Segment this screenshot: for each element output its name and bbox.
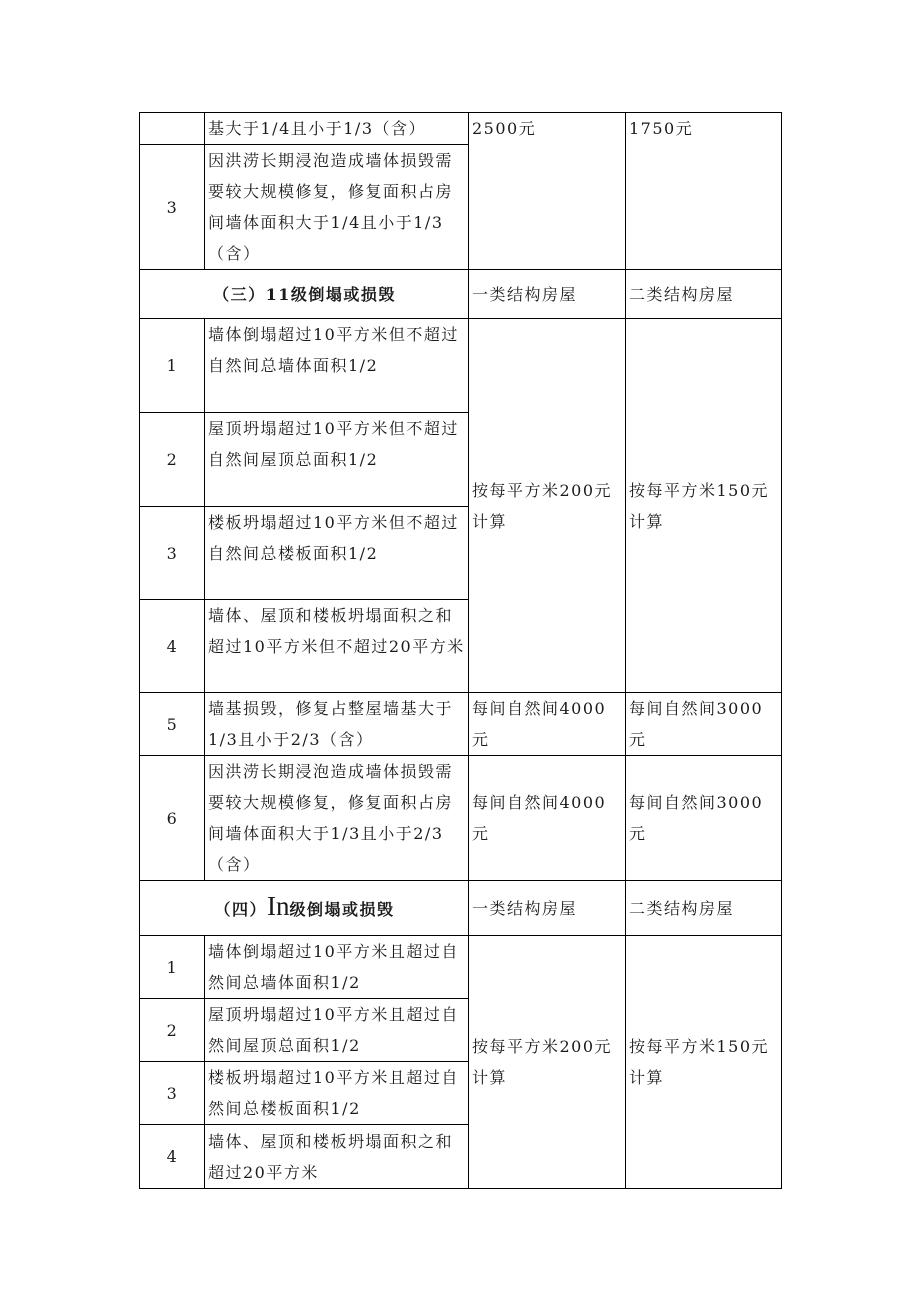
row-number: 6 <box>140 756 205 881</box>
section-header-row <box>140 881 782 936</box>
section-title: （三）11级倒塌或损毁 <box>140 270 469 319</box>
row-number: 1 <box>140 319 205 413</box>
merged-class2-price: 按每平方米150元计算 <box>626 936 782 1189</box>
row-number: 4 <box>140 1125 205 1189</box>
description-cell: 屋顶坍塌超过10平方米且超过自然间屋顶总面积1/2 <box>205 999 469 1062</box>
column-header-class2: 二类结构房屋 <box>626 270 782 319</box>
row-number: 4 <box>140 600 205 693</box>
description-cell: 因洪涝长期浸泡造成墙体损毁需要较大规模修复，修复面积占房间墙体面积大于1/3且小于2/3（含） <box>205 756 469 881</box>
row-number: 2 <box>140 413 205 507</box>
row-number: 3 <box>140 507 205 600</box>
section-header-row <box>140 270 782 319</box>
description-cell: 墙体、屋顶和楼板坍塌面积之和超过20平方米 <box>205 1125 469 1189</box>
column-header-class2: 二类结构房屋 <box>626 881 782 936</box>
row-number: 5 <box>140 693 205 756</box>
table-row <box>140 756 782 881</box>
row-number-cell <box>140 113 205 145</box>
description-cell: 墙体倒塌超过10平方米但不超过自然间总墙体面积1/2 <box>205 319 469 413</box>
row-number: 2 <box>140 999 205 1062</box>
class1-price-cell: 2500元 <box>469 113 626 270</box>
description-cell: 因洪涝长期浸泡造成墙体损毁需要较大规模修复，修复面积占房间墙体面积大于1/4且小于1/3（含） <box>205 145 469 270</box>
merged-class2-price: 按每平方米150元计算 <box>626 319 782 693</box>
table-row <box>140 319 782 413</box>
section-title <box>140 881 469 936</box>
row-number: 1 <box>140 936 205 999</box>
description-cell: 屋顶坍塌超过10平方米但不超过自然间屋顶总面积1/2 <box>205 413 469 507</box>
description-cell: 楼板坍塌超过10平方米但不超过自然间总楼板面积1/2 <box>205 507 469 600</box>
row-number: 3 <box>140 1062 205 1125</box>
class1-price-cell: 每间自然间4000元 <box>469 756 626 881</box>
column-header-class1: 一类结构房屋 <box>469 270 626 319</box>
description-cell: 楼板坍塌超过10平方米且超过自然间总楼板面积1/2 <box>205 1062 469 1125</box>
table-row <box>140 693 782 756</box>
merged-class1-price: 按每平方米200元计算 <box>469 319 626 693</box>
class1-price-cell: 每间自然间4000元 <box>469 693 626 756</box>
table-row <box>140 936 782 999</box>
section-title-suffix: 级倒塌或损毁 <box>289 900 395 919</box>
row-number: 3 <box>140 145 205 270</box>
column-header-class1: 一类结构房屋 <box>469 881 626 936</box>
description-cell: 墙基损毁，修复占整屋墙基大于1/3且小于2/3（含） <box>205 693 469 756</box>
merged-class1-price: 按每平方米200元计算 <box>469 936 626 1189</box>
description-cell: 墙体倒塌超过10平方米且超过自然间总墙体面积1/2 <box>205 936 469 999</box>
compensation-table <box>139 112 782 1189</box>
class2-price-cell: 每间自然间3000元 <box>626 756 782 881</box>
description-cell: 基大于1/4且小于1/3（含） <box>205 113 469 145</box>
section-title-level: In <box>267 891 290 921</box>
table-row <box>140 113 782 145</box>
class2-price-cell: 每间自然间3000元 <box>626 693 782 756</box>
class2-price-cell: 1750元 <box>626 113 782 270</box>
description-cell: 墙体、屋顶和楼板坍塌面积之和超过10平方米但不超过20平方米 <box>205 600 469 693</box>
section-title-prefix: （四） <box>214 900 267 919</box>
